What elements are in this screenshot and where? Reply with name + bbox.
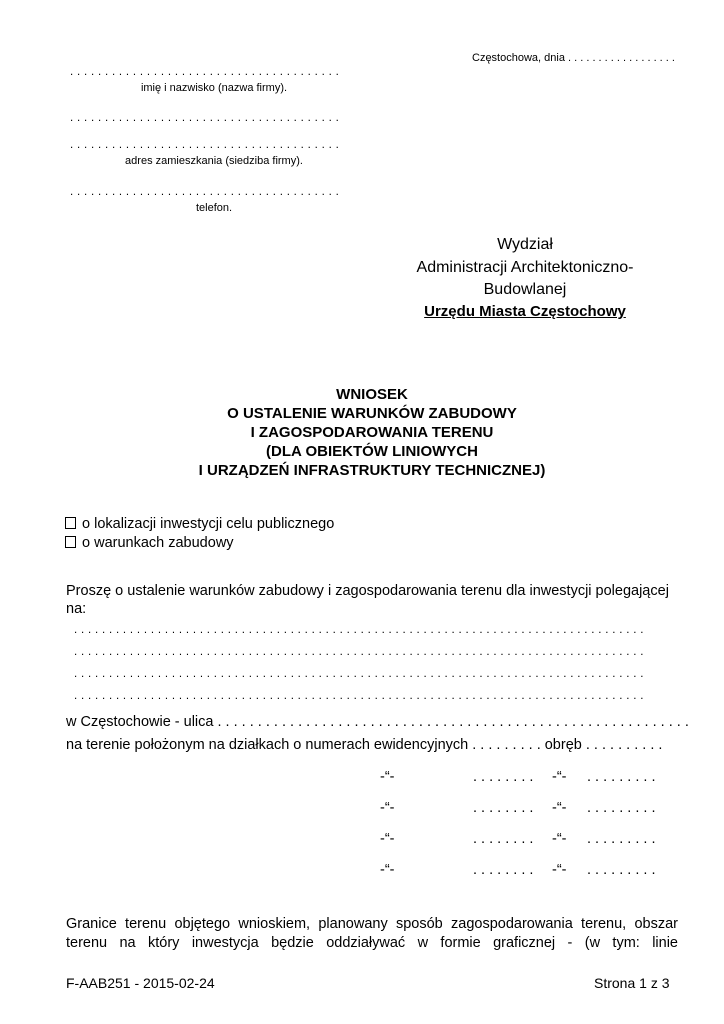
applicant-name-label: imię i nazwisko (nazwa firmy). — [140, 82, 288, 94]
doc-title-line2: O USTALENIE WARUNKÓW ZABUDOWY — [227, 405, 517, 422]
ditto-mark: -“- — [380, 862, 395, 878]
boundaries-line2: terenu na który inwestycja będzie oddziaływać w formie graficznej - (w tym: linie — [66, 935, 678, 951]
applicant-address-label: adres zamieszkania (siedziba firmy). — [125, 155, 303, 167]
precinct-dots[interactable]: . . . . . . . . . — [587, 831, 656, 847]
investment-dots-2[interactable]: . . . . . . . . . . . . . . . . . . . . . . . . . . . . . . . . . . . . . . . . . . . . . . . . . . . . . . . . . . . . . . . . . . . . . . . . . . . . . . . . . . — [74, 646, 644, 658]
street-field[interactable]: w Częstochowie - ulica . . . . . . . . . . . . . . . . . . . . . . . . . . . . . . . . . . . . . . . . . . . . . . . . . . . . . . . . . . . — [66, 714, 689, 730]
ditto-mark: -“- — [552, 769, 567, 785]
precinct-dots[interactable]: . . . . . . . . . — [587, 769, 656, 785]
applicant-line-2-dots[interactable]: . . . . . . . . . . . . . . . . . . . . . . . . . . . . . . . . . . . . . . . — [70, 112, 340, 124]
parcel-dots[interactable]: . . . . . . . . — [473, 862, 534, 878]
investment-dots-4[interactable]: . . . . . . . . . . . . . . . . . . . . . . . . . . . . . . . . . . . . . . . . . . . . . . . . . . . . . . . . . . . . . . . . . . . . . . . . . . . . . . . . . . — [74, 690, 644, 702]
parcel-dots[interactable]: . . . . . . . . — [473, 831, 534, 847]
parcel-dots[interactable]: . . . . . . . . — [473, 769, 534, 785]
ditto-mark: -“- — [552, 862, 567, 878]
office-city-hall: Urzędu Miasta Częstochowy — [424, 303, 626, 320]
doc-title-line1: WNIOSEK — [336, 386, 408, 403]
form-code: F-AAB251 - 2015-02-24 — [66, 975, 215, 991]
applicant-phone-label: telefon. — [195, 202, 233, 214]
ditto-mark: -“- — [380, 769, 395, 785]
parcel-dots[interactable]: . . . . . . . . — [473, 800, 534, 816]
ditto-mark: -“- — [380, 831, 395, 847]
office-dept-line1: Administracji Architektoniczno- — [416, 259, 634, 276]
applicant-phone-dots[interactable]: . . . . . . . . . . . . . . . . . . . . . . . . . . . . . . . . . . . . . . . — [70, 186, 340, 198]
option-building-conditions-label: o warunkach zabudowy — [82, 535, 234, 551]
request-text-line1: Proszę o ustalenie warunków zabudowy i zagospodarowania terenu dla inwestycji polegającej — [66, 583, 669, 599]
office-dept-line2: Budowlanej — [483, 281, 567, 298]
request-text-line2: na: — [66, 601, 87, 617]
applicant-name-dots[interactable]: . . . . . . . . . . . . . . . . . . . . . . . . . . . . . . . . . . . . . . . — [70, 66, 340, 78]
place-date: Częstochowa, dnia . . . . . . . . . . . . . . . . . . — [472, 52, 675, 64]
doc-title-line4: (DLA OBIEKTÓW LINIOWYCH — [266, 443, 478, 460]
investment-dots-1[interactable]: . . . . . . . . . . . . . . . . . . . . . . . . . . . . . . . . . . . . . . . . . . . . . . . . . . . . . . . . . . . . . . . . . . . . . . . . . . . . . . . . . . — [74, 624, 644, 636]
checkbox-icon[interactable] — [65, 536, 76, 548]
checkbox-icon[interactable] — [65, 517, 76, 529]
office-name: Wydział — [497, 236, 553, 253]
precinct-dots[interactable]: . . . . . . . . . — [587, 862, 656, 878]
precinct-dots[interactable]: . . . . . . . . . — [587, 800, 656, 816]
ditto-mark: -“- — [552, 831, 567, 847]
parcels-field[interactable]: na terenie położonym na działkach o numerach ewidencyjnych . . . . . . . . . obręb . . . . . . . . . . — [66, 737, 663, 753]
investment-dots-3[interactable]: . . . . . . . . . . . . . . . . . . . . . . . . . . . . . . . . . . . . . . . . . . . . . . . . . . . . . . . . . . . . . . . . . . . . . . . . . . . . . . . . . . — [74, 668, 644, 680]
ditto-mark: -“- — [380, 800, 395, 816]
doc-title-line3: I ZAGOSPODAROWANIA TERENU — [250, 424, 494, 441]
ditto-mark: -“- — [552, 800, 567, 816]
option-public-investment-label: o lokalizacji inwestycji celu publicznego — [82, 516, 335, 532]
doc-title-line5: I URZĄDZEŃ INFRASTRUKTURY TECHNICZNEJ) — [198, 462, 546, 479]
boundaries-line1: Granice terenu objętego wnioskiem, planowany sposób zagospodarowania terenu, obszar — [66, 916, 678, 932]
page-number: Strona 1 z 3 — [594, 975, 670, 991]
applicant-address-dots[interactable]: . . . . . . . . . . . . . . . . . . . . . . . . . . . . . . . . . . . . . . . — [70, 139, 340, 151]
option-public-investment[interactable] — [65, 516, 334, 532]
option-building-conditions[interactable] — [65, 535, 234, 551]
